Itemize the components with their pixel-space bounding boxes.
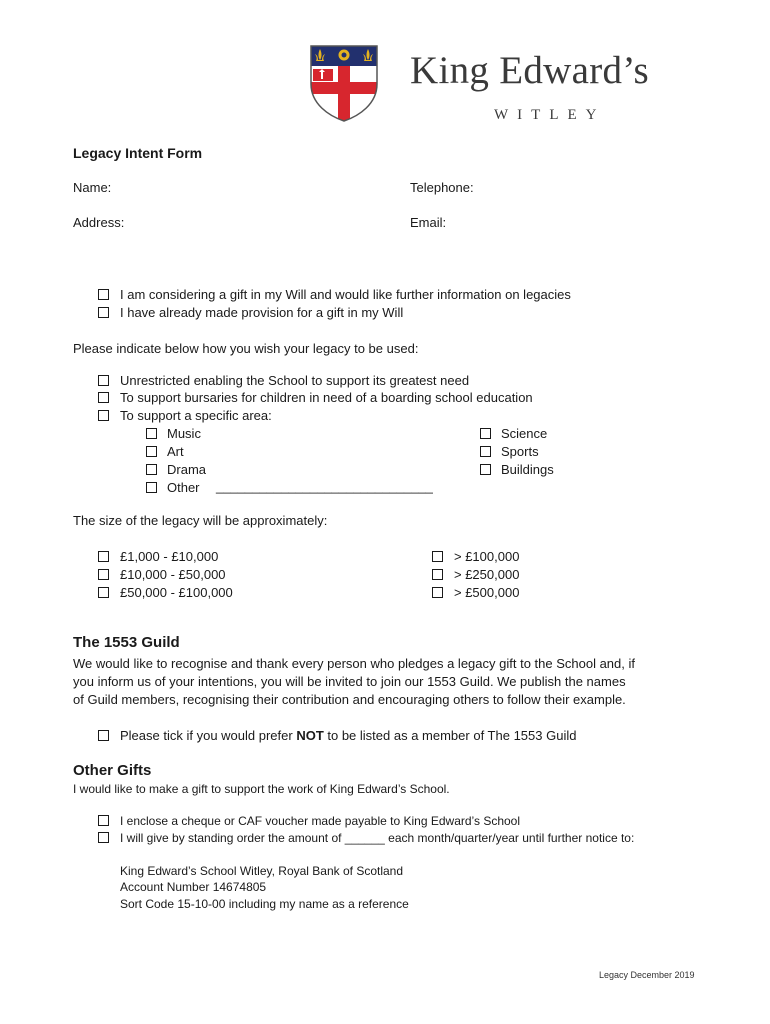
checkbox-buildings[interactable] — [480, 464, 491, 475]
checkbox-size-1k-10k[interactable] — [98, 551, 109, 562]
checkbox-size-10k-50k[interactable] — [98, 569, 109, 580]
use-option-label: Unrestricted enabling the School to support its greatest need — [120, 373, 470, 388]
checkbox-size-over-250k[interactable] — [432, 569, 443, 580]
checkbox-size-50k-100k[interactable] — [98, 587, 109, 598]
guild-paragraph-line: you inform us of your intentions, you will be invited to join our 1553 Guild. We publish the names — [73, 674, 626, 689]
other-gift-option-label: I enclose a cheque or CAF voucher made payable to King Edward’s School — [120, 814, 521, 828]
checkbox-science[interactable] — [480, 428, 491, 439]
checkbox-art[interactable] — [146, 446, 157, 457]
email-field-label: Email: — [410, 215, 447, 230]
bank-details-line: Sort Code 15-10-00 including my name as a reference — [120, 897, 409, 911]
other-area-blank[interactable]: ______________________________ — [216, 479, 433, 494]
telephone-field-label: Telephone: — [410, 180, 474, 195]
checkbox-cheque[interactable] — [98, 815, 109, 826]
checkbox-standing-order[interactable] — [98, 832, 109, 843]
checkbox-music[interactable] — [146, 428, 157, 439]
guild-tick-not: NOT — [296, 728, 324, 743]
checkbox-not-listed[interactable] — [98, 730, 109, 741]
guild-tick-text-before: Please tick if you would prefer — [120, 728, 297, 743]
guild-heading: The 1553 Guild — [73, 634, 180, 651]
guild-paragraph-line: We would like to recognise and thank every person who pledges a legacy gift to the School and, if — [73, 656, 635, 671]
brand-subtitle: WITLEY — [494, 107, 606, 123]
form-title: Legacy Intent Form — [73, 145, 203, 161]
checkbox-considering-gift[interactable] — [98, 289, 109, 300]
area-label-science: Science — [501, 426, 548, 441]
guild-paragraph-line: of Guild members, recognising their contribution and encouraging others to follow their example. — [73, 692, 626, 707]
size-label: £50,000 - £100,000 — [120, 585, 233, 600]
school-crest-logo — [309, 44, 379, 122]
checkbox-other[interactable] — [146, 482, 157, 493]
size-prompt: The size of the legacy will be approximately: — [73, 513, 328, 528]
guild-tick-label — [120, 727, 576, 745]
size-label: > £100,000 — [454, 549, 520, 564]
other-gifts-intro: I would like to make a gift to support the work of King Edward’s School. — [73, 782, 450, 796]
checkbox-drama[interactable] — [146, 464, 157, 475]
area-label-music: Music — [167, 426, 201, 441]
checkbox-size-over-500k[interactable] — [432, 587, 443, 598]
area-label-sports: Sports — [501, 444, 539, 459]
checkbox-size-over-100k[interactable] — [432, 551, 443, 562]
area-label-drama: Drama — [167, 462, 207, 477]
brand-name: King Edward’s — [410, 49, 649, 92]
area-label-buildings: Buildings — [501, 462, 554, 477]
use-prompt: Please indicate below how you wish your legacy to be used: — [73, 341, 419, 356]
size-label: £1,000 - £10,000 — [120, 549, 219, 564]
other-gifts-heading: Other Gifts — [73, 762, 152, 779]
area-label-art: Art — [167, 444, 184, 459]
checkbox-unrestricted[interactable] — [98, 375, 109, 386]
use-option-label: To support a specific area: — [120, 408, 272, 423]
use-option-label: To support bursaries for children in need of a boarding school education — [120, 390, 533, 405]
size-label: > £500,000 — [454, 585, 520, 600]
name-field-label: Name: — [73, 180, 112, 195]
other-gift-option-label: I will give by standing order the amount of ______ each month/quarter/year until further notice to: — [120, 831, 635, 845]
address-field-label: Address: — [73, 215, 125, 230]
size-label: > £250,000 — [454, 567, 520, 582]
intent-option-label: I am considering a gift in my Will and would like further information on legacies — [120, 287, 571, 302]
intent-option-label: I have already made provision for a gift in my Will — [120, 305, 404, 320]
checkbox-bursaries[interactable] — [98, 392, 109, 403]
checkbox-already-provided[interactable] — [98, 307, 109, 318]
size-label: £10,000 - £50,000 — [120, 567, 226, 582]
footer-date: Legacy December 2019 — [599, 970, 695, 980]
guild-tick-text-after: to be listed as a member of The 1553 Guild — [323, 728, 577, 743]
checkbox-sports[interactable] — [480, 446, 491, 457]
checkbox-specific-area[interactable] — [98, 410, 109, 421]
bank-details-line: Account Number 14674805 — [120, 880, 267, 894]
area-label-other: Other — [167, 480, 200, 495]
bank-details-line: King Edward’s School Witley, Royal Bank of Scotland — [120, 864, 404, 878]
